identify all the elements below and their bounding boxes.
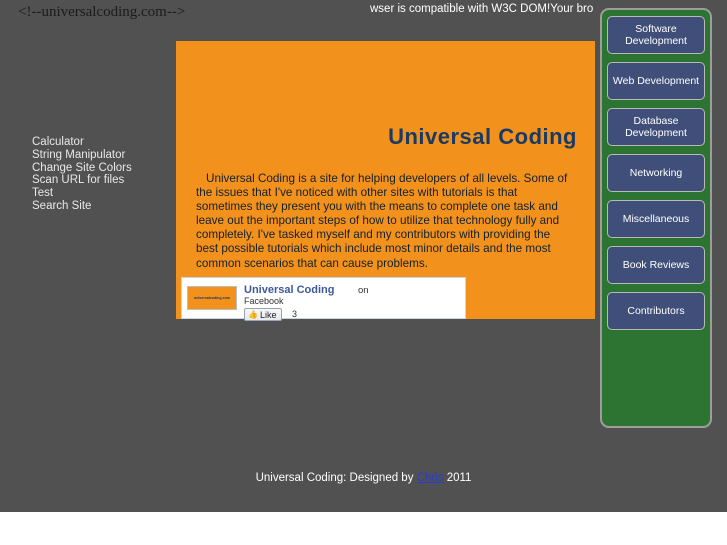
menu-item-label: Book Reviews [622,258,690,271]
left-navigation [32,136,182,213]
menu-item-contributors[interactable] [607,292,705,330]
menu-item-label: Contributors [627,304,685,317]
menu-item-book-reviews[interactable] [607,246,705,284]
nav-link-scan-url-for-files[interactable]: Scan URL for files [32,174,125,187]
below-fold-area [0,512,727,545]
nav-link-calculator[interactable]: Calculator [32,136,84,148]
facebook-on-label: on [358,285,369,296]
menu-item-database-development[interactable] [607,108,705,146]
thumbs-up-icon: 👍 [248,309,258,319]
facebook-like-box[interactable] [181,277,466,319]
facebook-like-count: 3 [292,309,298,319]
facebook-like-label: Like [259,309,277,320]
nav-link-test[interactable]: Test [32,187,54,200]
menu-item-networking[interactable] [607,154,705,192]
footer [0,472,727,484]
menu-item-label: Miscellaneous [622,212,690,225]
menu-item-miscellaneous[interactable] [607,200,705,238]
menu-item-label: Database Development [625,114,687,139]
nav-link-string-manipulator[interactable]: String Manipulator [32,148,126,161]
footer-author-link[interactable]: Chris [416,472,444,484]
right-category-menu [600,8,712,428]
facebook-like-button[interactable] [244,308,282,321]
facebook-page-name[interactable]: Universal Coding [244,284,335,296]
site-comment-text: <!--universalcoding.com--> [18,4,186,20]
footer-suffix: 2011 [443,472,472,484]
menu-item-label: Software Development [625,22,687,47]
facebook-thumbnail-label: universalcoding.com [194,296,230,300]
page-title: Universal Coding [388,124,577,149]
menu-item-software-development[interactable] [607,16,705,54]
intro-paragraph: Universal Coding is a site for helping developers of all levels. Some of the issues that I've noticed with other sites with tutorials is that sometimes they present you with the means to complete one task and leave out the important steps of how to utilize that technology fully and completely. I've tasked myself and my contributors with providing the best possible tutorials which include most minor details and the most common scenarios that can cause problems. [196,172,568,270]
nav-link-search-site[interactable]: Search Site [32,199,92,212]
menu-item-label: Networking [629,166,683,179]
menu-item-web-development[interactable] [607,62,705,100]
menu-item-label: Web Development [612,74,700,87]
facebook-network-label: Facebook [244,296,284,306]
browser-compatibility-note: wser is compatible with W3C DOM!Your bro [370,3,594,15]
facebook-page-thumbnail [187,286,237,310]
main-content-panel [176,41,595,319]
footer-prefix: Universal Coding: Designed by [255,472,417,484]
nav-link-change-site-colors[interactable]: Change Site Colors [32,161,132,174]
